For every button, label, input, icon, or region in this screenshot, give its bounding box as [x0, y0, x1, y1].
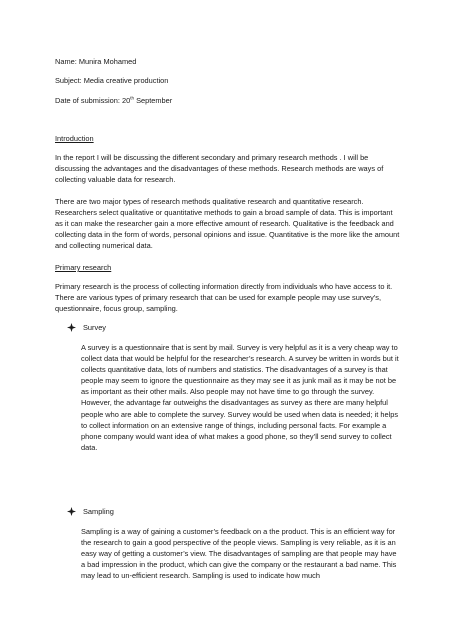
diamond-bullet-icon: [67, 507, 76, 516]
introduction-heading: Introduction: [55, 134, 94, 143]
student-name-line: Name: Munira Mohamed: [55, 57, 137, 66]
primary-research-heading: Primary research: [55, 263, 112, 272]
diamond-bullet-icon: [67, 323, 76, 332]
sampling-paragraph: Sampling is a way of gaining a customer’s feedback on a the product. This is an efficient way for the research to gain a good perspective of the people views. Sampling is very reliable, as it is an easy way of getting a customer’s view. The disadvantages of sampling are that people may have a bad impression in the product, which can give the company or the restaurant a bad name. This may lead to un-efficient research. Sampling is used to indicate how much: [81, 527, 397, 581]
date-superscript: th: [130, 95, 135, 101]
date-prefix: Date of submission: 20: [55, 96, 131, 105]
sampling-bullet-item: [67, 506, 114, 517]
survey-paragraph: A survey is a questionnaire that is sent by mail. Survey is very helpful as it is a very cheap way to collect data that would be helpful for the researcher’s research. A survey be written in words but it collects quantitative data, lots of numbers and statistics. The disadvantages of a survey is that people may seem to ignore the questionnaire as they may see it as junk mail as it may be not be as important as their other mails. Also people may not have time to go through the survey. However, the advantage far outweighs the disadvantages as survey as there are many helpful people who are able to complete the survey. Survey would be used when data is needed; it helps to collect information on an extensive range of things, including personal facts. For example a phone company would want idea of what makes a good phone, so they’ll send survey to collect data.: [81, 343, 399, 452]
introduction-paragraph-2: There are two major types of research methods qualitative research and quantitative research. Researchers select qualitative or quantitative methods to gain a broad sample of data. This is important as it can make the researcher gain a more effective amount of research. Qualitative is the feedback and collecting data in the form of words, personal opinions and issue. Quantitative is the more like the amount and collecting numerical data.: [55, 197, 400, 251]
survey-label: Survey: [83, 323, 107, 332]
submission-date-line: [55, 95, 400, 106]
survey-bullet-item: [67, 322, 106, 333]
sampling-label: Sampling: [83, 507, 114, 516]
date-suffix: September: [134, 96, 173, 105]
primary-research-paragraph: Primary research is the process of collecting information directly from individuals who have access to it. There are various types of primary research that can be used for example people may use survey’s, questionnaire, focus group, sampling.: [55, 282, 393, 314]
subject-line: Subject: Media creative production: [55, 76, 169, 85]
introduction-paragraph-1: In the report I will be discussing the different secondary and primary research methods . I will be discussing the advantages and the disadvantages of these methods. Research methods are ways of collecting valuable data for research.: [55, 153, 384, 185]
